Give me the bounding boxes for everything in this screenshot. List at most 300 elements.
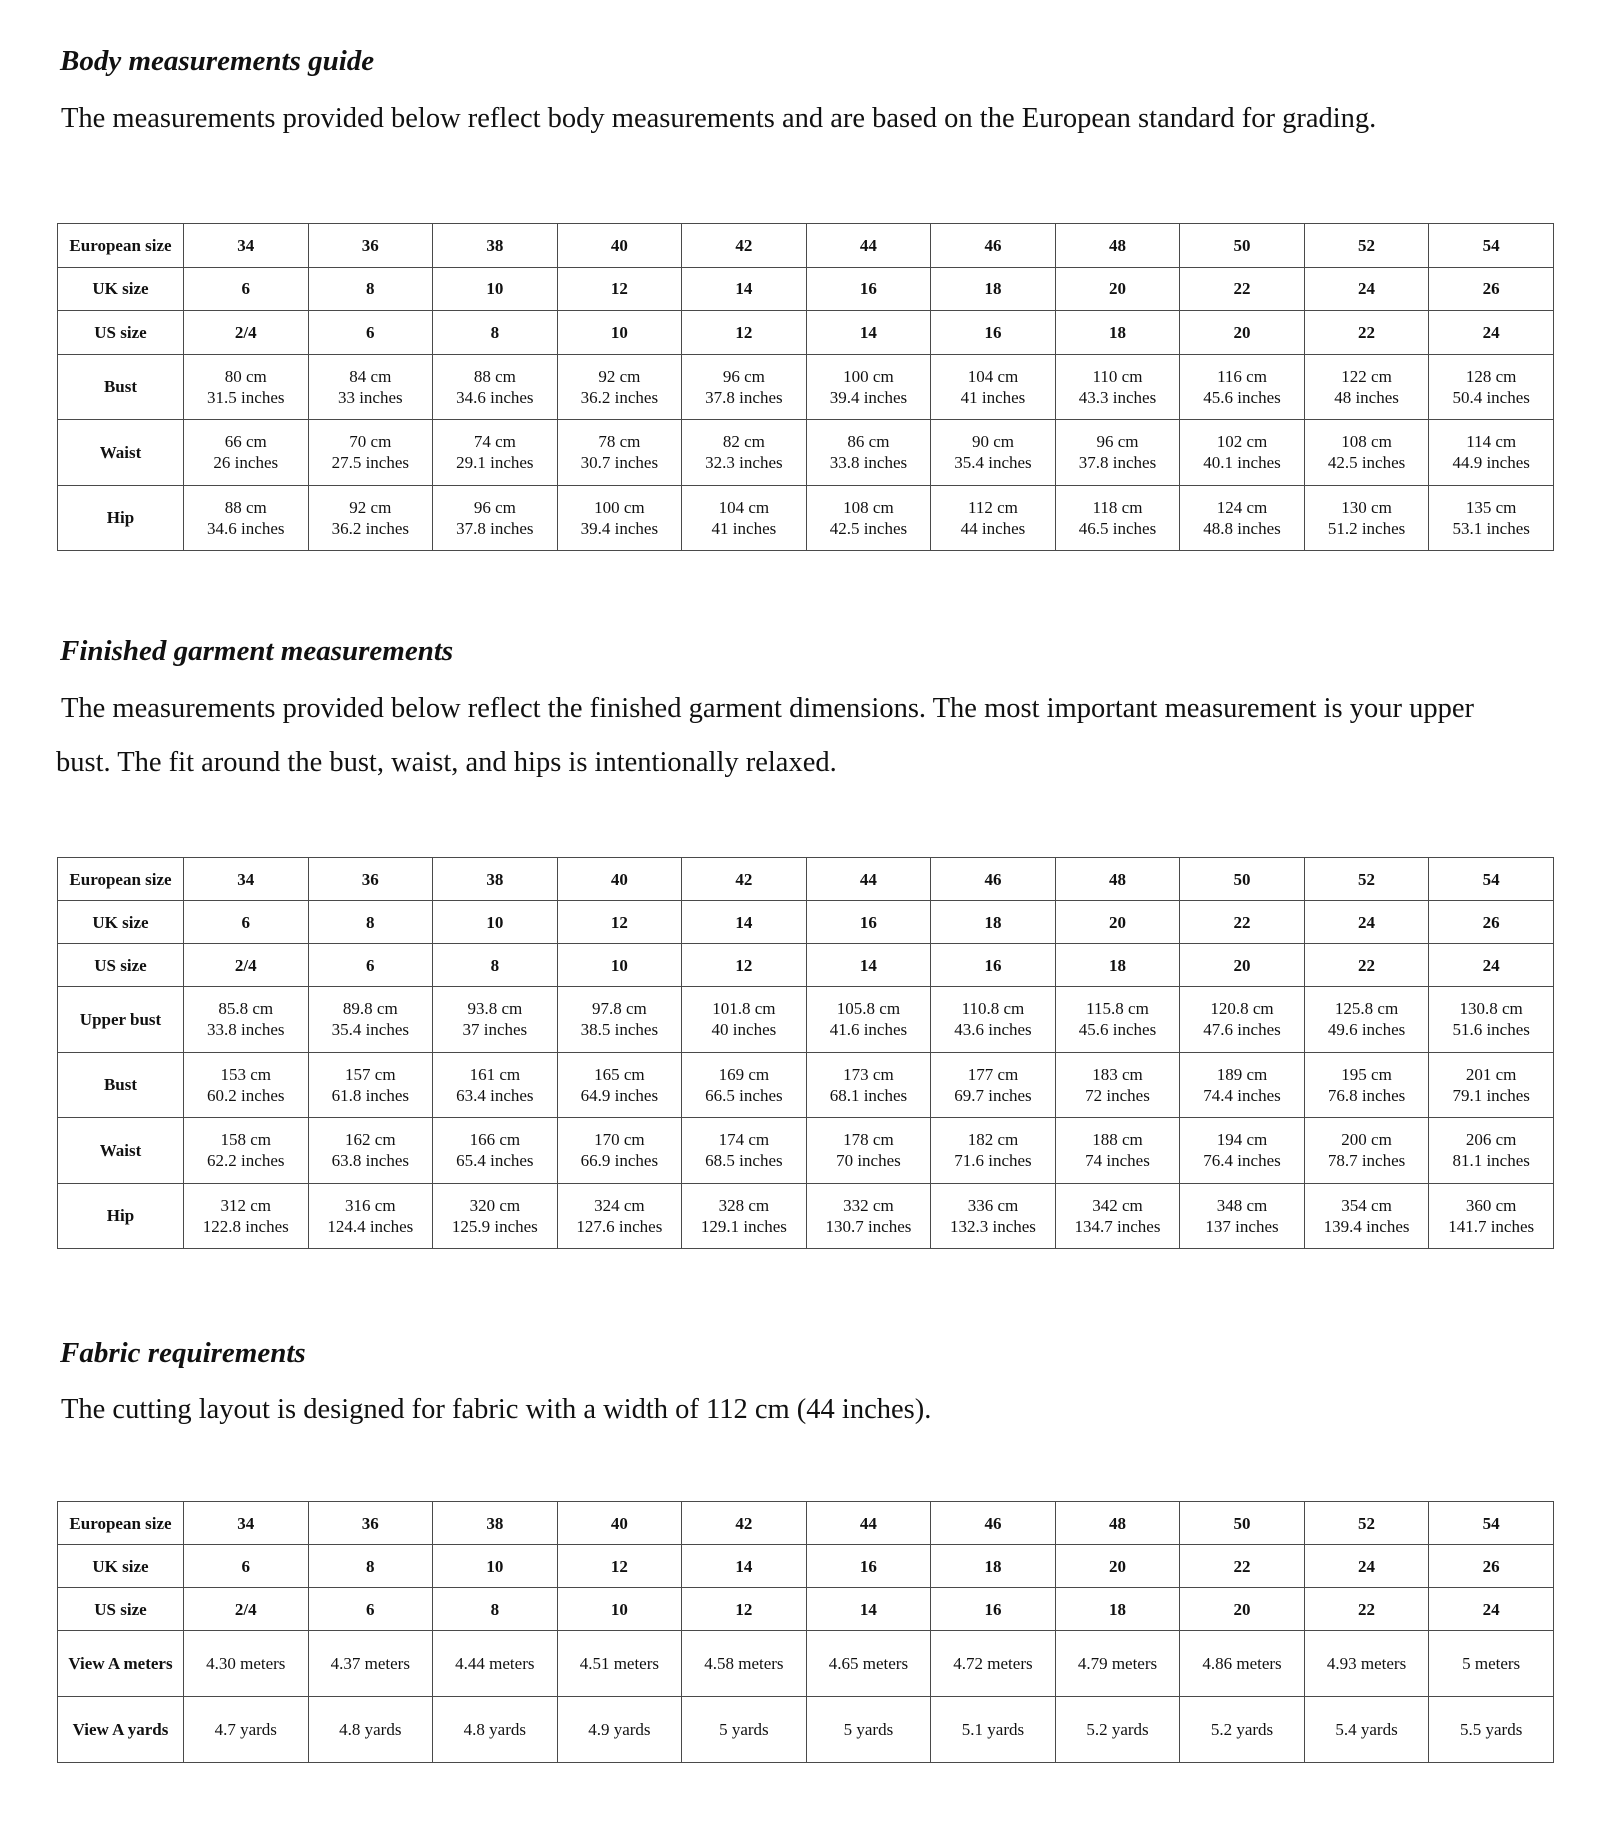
inches-value: 45.6 inches [1203, 387, 1281, 407]
bust-cell [308, 1052, 433, 1118]
inches-value: 41 inches [960, 387, 1026, 407]
european-size-cell: 34 [184, 1502, 309, 1545]
hip-cell [184, 485, 309, 551]
cm-value: 104 cm [718, 497, 770, 517]
view-a-meters-cell: 4.51 meters [557, 1631, 682, 1697]
uk-size-cell: 26 [1429, 267, 1554, 311]
us-size-row [58, 944, 1554, 987]
european-size-cell: 54 [1429, 1502, 1554, 1545]
inches-value: 76.4 inches [1203, 1151, 1281, 1171]
inches-value: 66.9 inches [580, 1151, 659, 1171]
european-size-cell: 36 [308, 858, 433, 901]
upper-bust-cell [1429, 987, 1554, 1053]
view-a-meters-cell: 4.93 meters [1304, 1631, 1429, 1697]
waist-cell [184, 420, 309, 486]
inches-value: 60.2 inches [207, 1085, 285, 1105]
cm-value: 158 cm [220, 1130, 272, 1150]
waist-cell [1429, 1118, 1554, 1184]
bust-cell [184, 1052, 309, 1118]
european-size-row [58, 858, 1554, 901]
view-a-meters-cell: 4.79 meters [1055, 1631, 1180, 1697]
us-size-cell: 16 [931, 1588, 1056, 1631]
view-a-yards-row [58, 1697, 1554, 1763]
inches-value: 47.6 inches [1203, 1020, 1281, 1040]
view-a-meters-cell: 4.72 meters [931, 1631, 1056, 1697]
bust-cell [931, 354, 1056, 420]
inches-value: 46.5 inches [1078, 518, 1157, 538]
us-size-cell: 2/4 [184, 1588, 309, 1631]
uk-size-cell: 26 [1429, 901, 1554, 944]
cm-value: 189 cm [1216, 1064, 1268, 1084]
row-label: European size [58, 1502, 184, 1545]
cm-value: 125.8 cm [1334, 999, 1399, 1019]
cm-value: 102 cm [1216, 432, 1268, 452]
inches-value: 51.2 inches [1327, 518, 1406, 538]
cm-value: 116 cm [1217, 366, 1267, 386]
cm-value: 354 cm [1341, 1195, 1392, 1215]
inches-value: 42.5 inches [829, 518, 908, 538]
hip-cell [1429, 485, 1554, 551]
row-label: Hip [58, 1183, 184, 1249]
hip-cell [1055, 485, 1180, 551]
european-size-cell: 46 [931, 858, 1056, 901]
inches-value: 43.6 inches [954, 1020, 1032, 1040]
row-label: UK size [58, 901, 184, 944]
inches-value: 48.8 inches [1203, 518, 1281, 538]
cm-value: 195 cm [1341, 1064, 1392, 1084]
inches-value: 36.2 inches [331, 518, 410, 538]
us-size-cell: 22 [1304, 944, 1429, 987]
bust-cell [806, 354, 931, 420]
inches-value: 130.7 inches [825, 1216, 912, 1236]
inches-value: 37.8 inches [705, 387, 783, 407]
cm-value: 93.8 cm [467, 999, 523, 1019]
uk-size-cell: 12 [557, 267, 682, 311]
uk-size-cell: 6 [184, 267, 309, 311]
inches-value: 139.4 inches [1323, 1216, 1410, 1236]
waist-cell [308, 420, 433, 486]
waist-cell [931, 420, 1056, 486]
view-a-yards-cell: 5.4 yards [1304, 1697, 1429, 1763]
european-size-cell: 44 [806, 224, 931, 268]
cm-value: 70 cm [349, 432, 392, 452]
us-size-cell: 14 [806, 1588, 931, 1631]
inches-value: 44 inches [960, 518, 1026, 538]
finished-garment-description-line1: The measurements provided below reflect the finished garment dimensions. The most important measurement is your upper [61, 693, 1475, 724]
us-size-cell: 6 [308, 944, 433, 987]
cm-value: 206 cm [1465, 1130, 1517, 1150]
upper-bust-cell [931, 987, 1056, 1053]
cm-value: 101.8 cm [712, 999, 776, 1019]
hip-cell [682, 1183, 807, 1249]
inches-value: 64.9 inches [580, 1085, 659, 1105]
upper-bust-cell [1304, 987, 1429, 1053]
cm-value: 114 cm [1466, 432, 1517, 452]
uk-size-cell: 14 [682, 267, 807, 311]
us-size-cell: 16 [931, 311, 1056, 355]
cm-value: 157 cm [345, 1064, 396, 1084]
us-size-cell: 24 [1429, 1588, 1554, 1631]
uk-size-cell: 12 [557, 901, 682, 944]
uk-size-cell: 18 [931, 1545, 1056, 1588]
cm-value: 89.8 cm [342, 999, 398, 1019]
hip-cell [1180, 485, 1305, 551]
cm-value: 115.8 cm [1086, 999, 1149, 1019]
cm-value: 100 cm [843, 366, 894, 386]
uk-size-cell: 8 [308, 901, 433, 944]
view-a-yards-cell: 4.7 yards [184, 1697, 309, 1763]
uk-size-cell: 24 [1304, 267, 1429, 311]
inches-value: 134.7 inches [1074, 1216, 1161, 1236]
hip-cell [931, 485, 1056, 551]
inches-value: 122.8 inches [202, 1216, 289, 1236]
cm-value: 130 cm [1341, 497, 1392, 517]
inches-value: 76.8 inches [1327, 1085, 1406, 1105]
us-size-cell: 20 [1180, 1588, 1305, 1631]
view-a-yards-cell: 5.1 yards [931, 1697, 1056, 1763]
cm-value: 177 cm [967, 1064, 1019, 1084]
us-size-cell: 12 [682, 311, 807, 355]
cm-value: 178 cm [843, 1130, 894, 1150]
hip-cell [1180, 1183, 1305, 1249]
cm-value: 332 cm [843, 1195, 894, 1215]
uk-size-cell: 22 [1180, 1545, 1305, 1588]
us-size-cell: 18 [1055, 311, 1180, 355]
bust-cell [1304, 354, 1429, 420]
uk-size-row [58, 267, 1554, 311]
hip-cell [433, 1183, 558, 1249]
inches-value: 141.7 inches [1448, 1216, 1535, 1236]
cm-value: 110.8 cm [961, 999, 1025, 1019]
view-a-meters-cell: 4.58 meters [682, 1631, 807, 1697]
inches-value: 30.7 inches [580, 453, 659, 473]
view-a-meters-cell: 4.30 meters [184, 1631, 309, 1697]
us-size-cell: 18 [1055, 944, 1180, 987]
hip-cell [1304, 485, 1429, 551]
row-label: Upper bust [58, 987, 184, 1053]
cm-value: 120.8 cm [1210, 999, 1274, 1019]
us-size-cell: 22 [1304, 311, 1429, 355]
cm-value: 320 cm [469, 1195, 521, 1215]
waist-cell [806, 420, 931, 486]
inches-value: 41.6 inches [829, 1020, 908, 1040]
cm-value: 108 cm [1341, 432, 1392, 452]
waist-cell [1180, 420, 1305, 486]
inches-value: 44.9 inches [1452, 453, 1530, 473]
row-label: European size [58, 858, 184, 901]
row-label: View A yards [58, 1697, 184, 1763]
view-a-yards-cell: 5 yards [682, 1697, 807, 1763]
waist-cell [1180, 1118, 1305, 1184]
hip-cell [557, 485, 682, 551]
waist-cell [682, 420, 807, 486]
inches-value: 127.6 inches [576, 1216, 663, 1236]
european-size-cell: 38 [433, 224, 558, 268]
cm-value: 96 cm [722, 366, 765, 386]
view-a-meters-cell: 5 meters [1429, 1631, 1554, 1697]
inches-value: 29.1 inches [456, 453, 534, 473]
cm-value: 118 cm [1092, 497, 1143, 517]
upper-bust-cell [308, 987, 433, 1053]
us-size-cell: 8 [433, 1588, 558, 1631]
cm-value: 86 cm [847, 432, 890, 452]
body-measurements-heading: Body measurements guide [60, 45, 375, 77]
upper-bust-cell [682, 987, 807, 1053]
bust-cell [1180, 1052, 1305, 1118]
waist-cell [308, 1118, 433, 1184]
european-size-cell: 46 [931, 224, 1056, 268]
view-a-yards-cell: 5.5 yards [1429, 1697, 1554, 1763]
row-label: Waist [58, 420, 184, 486]
inches-value: 36.2 inches [580, 387, 659, 407]
inches-value: 31.5 inches [207, 387, 285, 407]
european-size-cell: 36 [308, 1502, 433, 1545]
cm-value: 182 cm [967, 1130, 1019, 1150]
cm-value: 96 cm [1096, 432, 1139, 452]
cm-value: 92 cm [598, 366, 641, 386]
view-a-yards-cell: 5.2 yards [1055, 1697, 1180, 1763]
inches-value: 38.5 inches [580, 1020, 659, 1040]
us-size-cell: 8 [433, 311, 558, 355]
upper-bust-cell [1180, 987, 1305, 1053]
waist-cell [1304, 420, 1429, 486]
us-size-cell: 2/4 [184, 311, 309, 355]
cm-value: 165 cm [594, 1064, 645, 1084]
inches-value: 49.6 inches [1327, 1020, 1406, 1040]
cm-value: 92 cm [349, 497, 392, 517]
row-label: UK size [58, 267, 184, 311]
inches-value: 43.3 inches [1078, 387, 1157, 407]
uk-size-cell: 12 [557, 1545, 682, 1588]
european-size-row [58, 224, 1554, 268]
upper-bust-cell [433, 987, 558, 1053]
row-label: Waist [58, 1118, 184, 1184]
inches-value: 35.4 inches [331, 1020, 410, 1040]
inches-value: 71.6 inches [954, 1151, 1032, 1171]
upper-bust-cell [184, 987, 309, 1053]
us-size-row [58, 1588, 1554, 1631]
fabric-requirements-table [57, 1501, 1554, 1763]
uk-size-cell: 18 [931, 267, 1056, 311]
european-size-cell: 44 [806, 1502, 931, 1545]
bust-cell [308, 354, 433, 420]
bust-cell [184, 354, 309, 420]
inches-value: 79.1 inches [1452, 1085, 1530, 1105]
bust-row [58, 354, 1554, 420]
european-size-cell: 52 [1304, 858, 1429, 901]
waist-cell [433, 1118, 558, 1184]
inches-value: 33.8 inches [829, 453, 908, 473]
european-size-row [58, 1502, 1554, 1545]
waist-cell [1055, 1118, 1180, 1184]
european-size-cell: 48 [1055, 224, 1180, 268]
us-size-cell: 16 [931, 944, 1056, 987]
hip-cell [308, 1183, 433, 1249]
inches-value: 33.8 inches [207, 1020, 285, 1040]
cm-value: 188 cm [1092, 1130, 1143, 1150]
row-label: Bust [58, 1052, 184, 1118]
inches-value: 61.8 inches [331, 1085, 410, 1105]
inches-value: 124.4 inches [327, 1216, 414, 1236]
bust-cell [1180, 354, 1305, 420]
inches-value: 74.4 inches [1203, 1085, 1281, 1105]
view-a-yards-cell: 5.2 yards [1180, 1697, 1305, 1763]
us-size-cell: 18 [1055, 1588, 1180, 1631]
us-size-cell: 20 [1180, 311, 1305, 355]
upper-bust-cell [1055, 987, 1180, 1053]
european-size-cell: 34 [184, 224, 309, 268]
inches-value: 129.1 inches [700, 1216, 787, 1236]
uk-size-cell: 8 [308, 267, 433, 311]
us-size-cell: 20 [1180, 944, 1305, 987]
waist-cell [557, 420, 682, 486]
european-size-cell: 38 [433, 858, 558, 901]
inches-value: 74 inches [1085, 1151, 1150, 1171]
fabric-requirements-description: The cutting layout is designed for fabric with a width of 112 cm (44 inches). [61, 1394, 932, 1425]
uk-size-row [58, 1545, 1554, 1588]
finished-garment-description-line2: bust. The fit around the bust, waist, and hips is intentionally relaxed. [56, 747, 837, 778]
hip-cell [1055, 1183, 1180, 1249]
cm-value: 105.8 cm [836, 999, 901, 1019]
cm-value: 153 cm [220, 1064, 272, 1084]
bust-cell [557, 1052, 682, 1118]
bust-cell [557, 354, 682, 420]
inches-value: 34.6 inches [207, 518, 285, 538]
row-label: European size [58, 224, 184, 268]
cm-value: 135 cm [1465, 497, 1517, 517]
hip-cell [1429, 1183, 1554, 1249]
us-size-cell: 12 [682, 944, 807, 987]
inches-value: 33 inches [337, 387, 403, 407]
waist-cell [184, 1118, 309, 1184]
cm-value: 78 cm [598, 432, 641, 452]
waist-row [58, 420, 1554, 486]
inches-value: 37 inches [462, 1020, 528, 1040]
view-a-meters-cell: 4.86 meters [1180, 1631, 1305, 1697]
hip-row [58, 1183, 1554, 1249]
cm-value: 174 cm [718, 1130, 770, 1150]
hip-cell [806, 485, 931, 551]
upper-bust-cell [557, 987, 682, 1053]
cm-value: 162 cm [345, 1130, 396, 1150]
uk-size-cell: 8 [308, 1545, 433, 1588]
cm-value: 348 cm [1216, 1195, 1268, 1215]
bust-cell [1429, 354, 1554, 420]
cm-value: 316 cm [345, 1195, 396, 1215]
european-size-cell: 54 [1429, 858, 1554, 901]
inches-value: 68.5 inches [705, 1151, 783, 1171]
cm-value: 124 cm [1216, 497, 1268, 517]
bust-cell [433, 1052, 558, 1118]
bust-cell [682, 354, 807, 420]
cm-value: 100 cm [594, 497, 645, 517]
us-size-cell: 8 [433, 944, 558, 987]
row-label: US size [58, 311, 184, 355]
waist-cell [1055, 420, 1180, 486]
upper-bust-cell [806, 987, 931, 1053]
european-size-cell: 48 [1055, 1502, 1180, 1545]
european-size-cell: 54 [1429, 224, 1554, 268]
cm-value: 108 cm [843, 497, 894, 517]
hip-cell [1304, 1183, 1429, 1249]
inches-value: 65.4 inches [456, 1151, 534, 1171]
inches-value: 53.1 inches [1452, 518, 1530, 538]
inches-value: 78.7 inches [1327, 1151, 1406, 1171]
uk-size-row [58, 901, 1554, 944]
us-size-row [58, 311, 1554, 355]
finished-garment-heading: Finished garment measurements [60, 635, 454, 667]
body-measurements-description: The measurements provided below reflect body measurements and are based on the European standard for grading. [61, 103, 1377, 134]
us-size-cell: 10 [557, 1588, 682, 1631]
upper-bust-row [58, 987, 1554, 1053]
european-size-cell: 46 [931, 1502, 1056, 1545]
waist-cell [682, 1118, 807, 1184]
uk-size-cell: 16 [806, 1545, 931, 1588]
inches-value: 32.3 inches [705, 453, 783, 473]
inches-value: 132.3 inches [949, 1216, 1036, 1236]
waist-row [58, 1118, 1554, 1184]
uk-size-cell: 20 [1055, 267, 1180, 311]
inches-value: 37.8 inches [1078, 453, 1157, 473]
inches-value: 40.1 inches [1203, 453, 1281, 473]
waist-cell [931, 1118, 1056, 1184]
inches-value: 70 inches [836, 1151, 901, 1171]
european-size-cell: 40 [557, 1502, 682, 1545]
us-size-cell: 10 [557, 311, 682, 355]
inches-value: 26 inches [213, 453, 279, 473]
cm-value: 88 cm [473, 366, 516, 386]
cm-value: 74 cm [473, 432, 516, 452]
us-size-cell: 12 [682, 1588, 807, 1631]
inches-value: 51.6 inches [1452, 1020, 1530, 1040]
cm-value: 66 cm [224, 432, 267, 452]
us-size-cell: 6 [308, 1588, 433, 1631]
us-size-cell: 10 [557, 944, 682, 987]
uk-size-cell: 20 [1055, 1545, 1180, 1588]
waist-cell [1304, 1118, 1429, 1184]
cm-value: 173 cm [843, 1064, 894, 1084]
cm-value: 82 cm [722, 432, 765, 452]
view-a-meters-cell: 4.37 meters [308, 1631, 433, 1697]
waist-cell [1429, 420, 1554, 486]
row-label: Hip [58, 485, 184, 551]
cm-value: 360 cm [1465, 1195, 1517, 1215]
view-a-yards-cell: 4.8 yards [308, 1697, 433, 1763]
inches-value: 35.4 inches [954, 453, 1032, 473]
cm-value: 194 cm [1216, 1130, 1268, 1150]
inches-value: 69.7 inches [954, 1085, 1032, 1105]
inches-value: 63.8 inches [331, 1151, 410, 1171]
uk-size-cell: 10 [433, 901, 558, 944]
cm-value: 97.8 cm [591, 999, 647, 1019]
european-size-cell: 48 [1055, 858, 1180, 901]
bust-cell [931, 1052, 1056, 1118]
us-size-cell: 14 [806, 944, 931, 987]
inches-value: 125.9 inches [451, 1216, 538, 1236]
row-label: Bust [58, 354, 184, 420]
us-size-cell: 14 [806, 311, 931, 355]
uk-size-cell: 14 [682, 901, 807, 944]
cm-value: 130.8 cm [1459, 999, 1523, 1019]
cm-value: 183 cm [1092, 1064, 1143, 1084]
inches-value: 68.1 inches [829, 1085, 908, 1105]
bust-row [58, 1052, 1554, 1118]
bust-cell [1429, 1052, 1554, 1118]
inches-value: 37.8 inches [456, 518, 534, 538]
european-size-cell: 36 [308, 224, 433, 268]
cm-value: 201 cm [1465, 1064, 1517, 1084]
inches-value: 45.6 inches [1078, 1020, 1157, 1040]
